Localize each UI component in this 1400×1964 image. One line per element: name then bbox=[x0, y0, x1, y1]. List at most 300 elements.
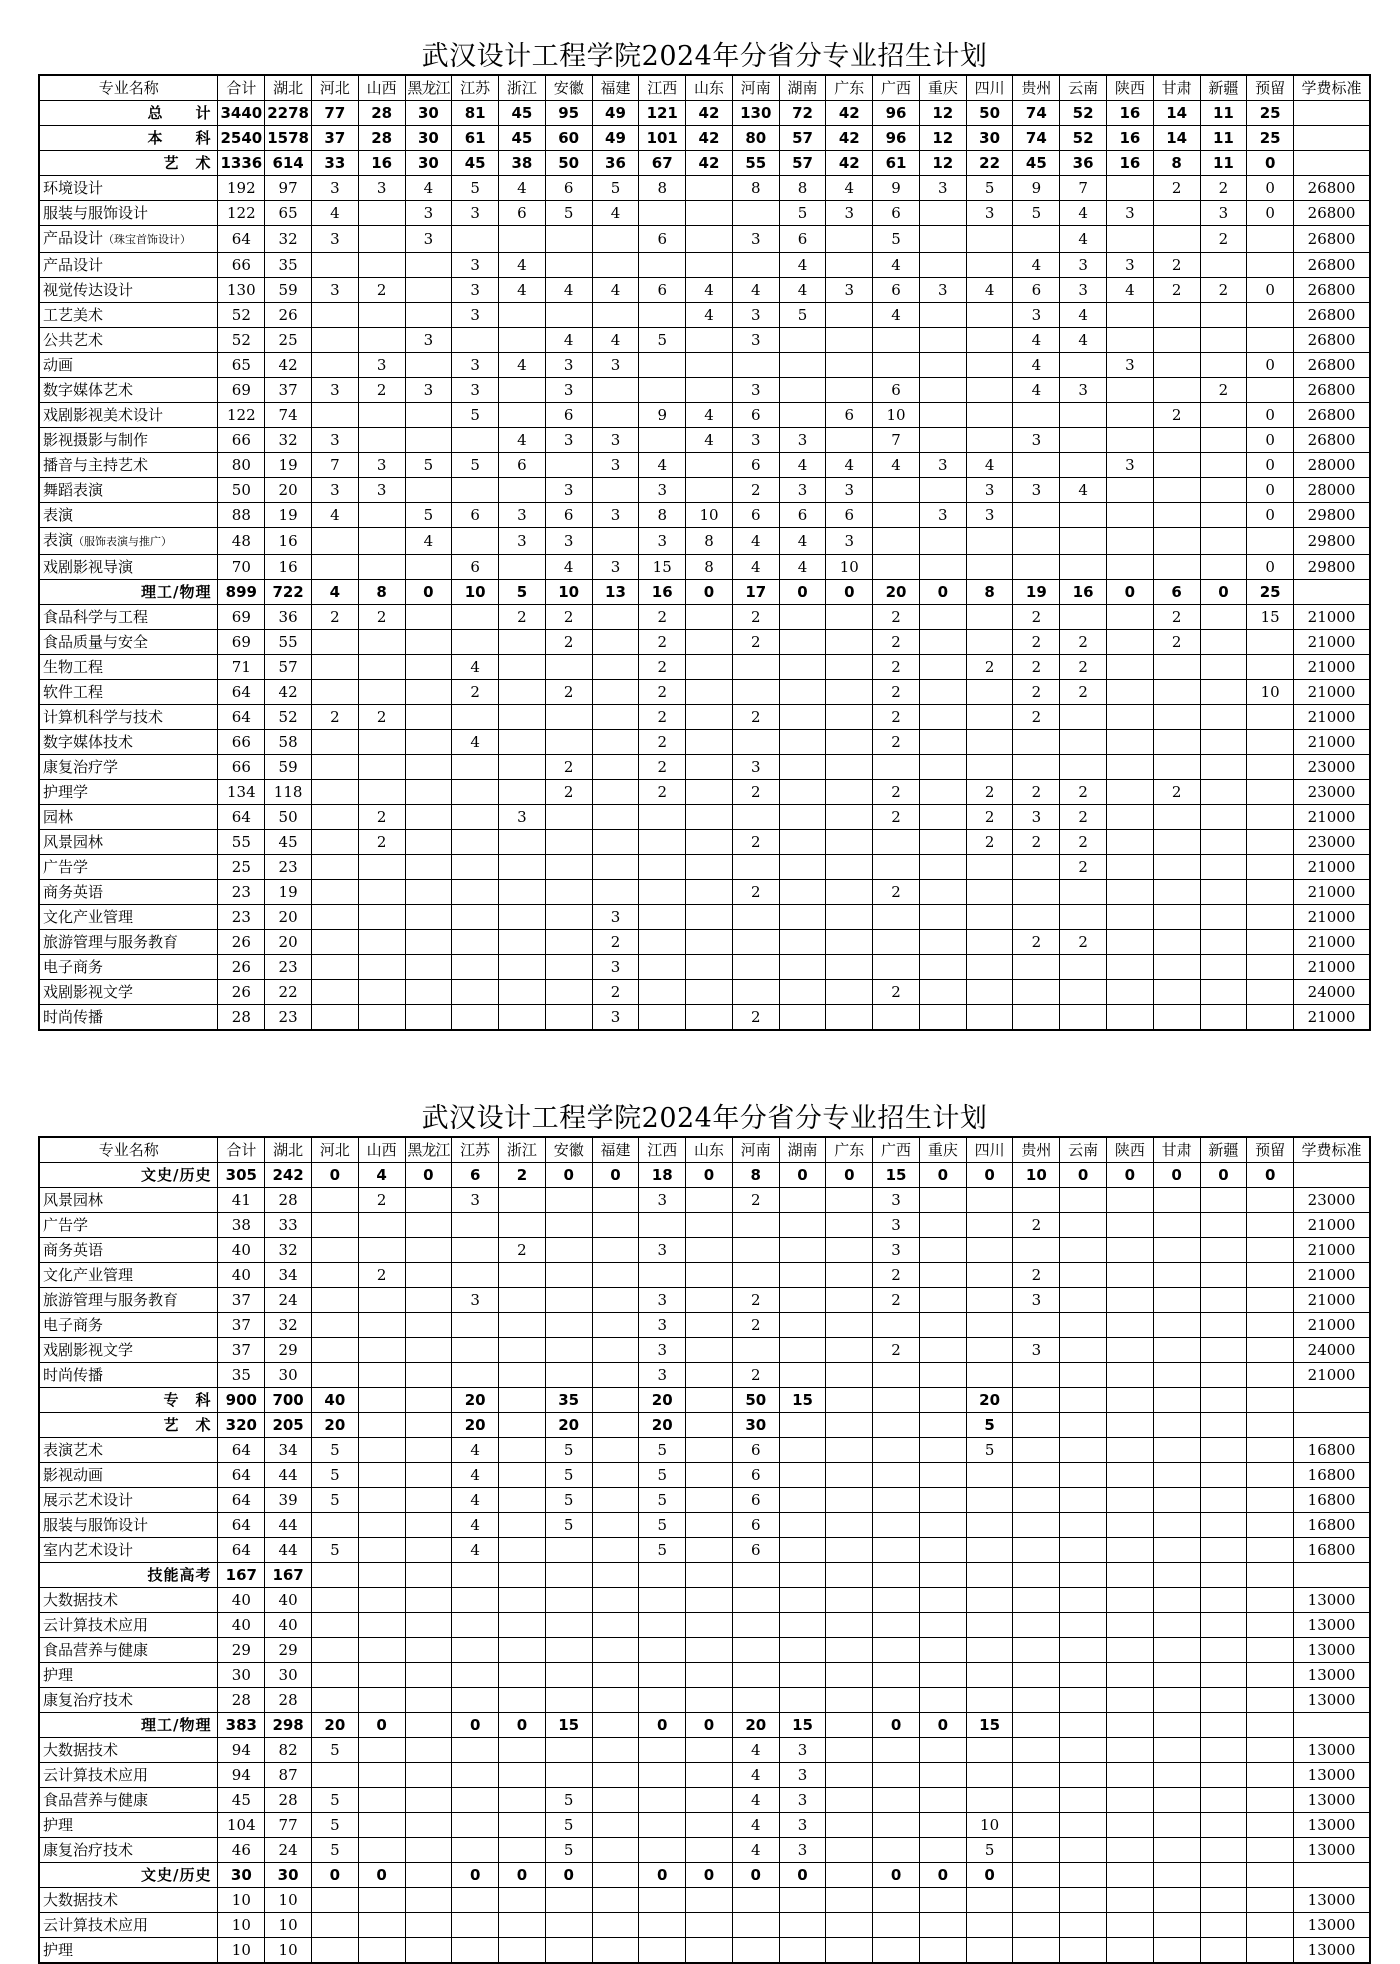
quota-cell: 614 bbox=[265, 151, 312, 176]
quota-cell: 32 bbox=[265, 1313, 312, 1338]
quota-cell bbox=[732, 1913, 779, 1938]
quota-cell: 20 bbox=[452, 1388, 499, 1413]
quota-cell: 4 bbox=[686, 428, 733, 453]
quota-cell bbox=[966, 680, 1013, 705]
quota-cell bbox=[1200, 528, 1247, 555]
quota-cell bbox=[779, 1513, 826, 1538]
major-name-cell bbox=[39, 1838, 218, 1863]
quota-cell bbox=[311, 253, 358, 278]
quota-cell bbox=[405, 730, 452, 755]
quota-cell bbox=[499, 780, 546, 805]
quota-cell: 2 bbox=[732, 1313, 779, 1338]
quota-cell bbox=[1107, 655, 1154, 680]
quota-cell bbox=[545, 955, 592, 980]
quota-cell bbox=[1200, 453, 1247, 478]
quota-cell: 10 bbox=[826, 555, 873, 580]
quota-cell bbox=[919, 478, 966, 503]
major-name: 表演艺术 bbox=[43, 1441, 104, 1459]
quota-cell bbox=[1153, 1338, 1200, 1363]
quota-cell bbox=[732, 1688, 779, 1713]
quota-cell: 3 bbox=[639, 1238, 686, 1263]
quota-cell: 10 bbox=[545, 580, 592, 605]
major-name: 风景园林 bbox=[43, 833, 104, 851]
quota-cell bbox=[1200, 1613, 1247, 1638]
quota-cell: 52 bbox=[218, 303, 265, 328]
quota-cell: 25 bbox=[1247, 101, 1294, 126]
table-row bbox=[39, 1463, 1370, 1488]
quota-cell: 4 bbox=[452, 730, 499, 755]
quota-cell bbox=[1200, 1863, 1247, 1888]
quota-cell bbox=[499, 1688, 546, 1713]
major-name-cell bbox=[39, 1563, 218, 1588]
quota-cell: 49 bbox=[592, 126, 639, 151]
tuition-cell: 26800 bbox=[1294, 403, 1370, 428]
quota-cell bbox=[1247, 1863, 1294, 1888]
quota-cell: 2 bbox=[358, 605, 405, 630]
quota-cell: 4 bbox=[826, 453, 873, 478]
quota-cell bbox=[358, 1413, 405, 1438]
major-name-cell bbox=[39, 478, 218, 503]
tuition-cell: 13000 bbox=[1294, 1838, 1370, 1863]
quota-cell: 45 bbox=[499, 101, 546, 126]
quota-cell bbox=[1247, 1838, 1294, 1863]
quota-cell: 4 bbox=[1013, 253, 1060, 278]
quota-cell bbox=[873, 1638, 920, 1663]
quota-cell: 0 bbox=[1247, 453, 1294, 478]
quota-cell bbox=[779, 1663, 826, 1688]
quota-cell bbox=[686, 830, 733, 855]
quota-cell bbox=[1200, 1738, 1247, 1763]
quota-cell bbox=[1107, 176, 1154, 201]
quota-cell bbox=[732, 1338, 779, 1363]
quota-cell bbox=[452, 428, 499, 453]
quota-cell: 101 bbox=[639, 126, 686, 151]
quota-cell bbox=[639, 880, 686, 905]
quota-cell: 3 bbox=[545, 428, 592, 453]
quota-cell: 26 bbox=[218, 980, 265, 1005]
quota-cell bbox=[499, 1938, 546, 1964]
quota-cell: 16 bbox=[1107, 126, 1154, 151]
quota-cell bbox=[311, 1188, 358, 1213]
quota-cell bbox=[919, 955, 966, 980]
quota-cell bbox=[1247, 780, 1294, 805]
quota-cell bbox=[405, 830, 452, 855]
quota-cell bbox=[779, 680, 826, 705]
major-name-cell bbox=[39, 1005, 218, 1031]
quota-cell bbox=[1153, 1813, 1200, 1838]
quota-cell bbox=[919, 1388, 966, 1413]
quota-cell bbox=[358, 1813, 405, 1838]
quota-cell bbox=[919, 1588, 966, 1613]
quota-cell: 5 bbox=[639, 1538, 686, 1563]
major-name: 表演 bbox=[43, 506, 74, 524]
quota-cell bbox=[1013, 1588, 1060, 1613]
quota-cell bbox=[919, 378, 966, 403]
quota-cell: 2 bbox=[1013, 705, 1060, 730]
quota-cell bbox=[686, 1663, 733, 1688]
quota-cell bbox=[452, 1738, 499, 1763]
quota-cell bbox=[311, 353, 358, 378]
quota-cell bbox=[779, 1488, 826, 1513]
quota-cell bbox=[919, 1363, 966, 1388]
quota-cell bbox=[1200, 253, 1247, 278]
quota-cell bbox=[592, 730, 639, 755]
quota-cell: 26 bbox=[218, 955, 265, 980]
quota-cell: 12 bbox=[919, 101, 966, 126]
quota-cell: 50 bbox=[545, 151, 592, 176]
tuition-cell: 29800 bbox=[1294, 528, 1370, 555]
quota-cell bbox=[405, 705, 452, 730]
major-name-cell bbox=[39, 1938, 218, 1964]
quota-cell bbox=[1060, 1588, 1107, 1613]
column-header: 新疆 bbox=[1200, 1137, 1247, 1163]
quota-cell: 42 bbox=[686, 101, 733, 126]
table-row bbox=[39, 1488, 1370, 1513]
quota-cell bbox=[1247, 630, 1294, 655]
major-name-cell bbox=[39, 1163, 218, 1188]
quota-cell: 3 bbox=[452, 303, 499, 328]
quota-cell: 3 bbox=[358, 353, 405, 378]
quota-cell: 2 bbox=[1013, 655, 1060, 680]
table-row bbox=[39, 176, 1370, 201]
quota-cell: 2 bbox=[592, 930, 639, 955]
table-row bbox=[39, 253, 1370, 278]
quota-cell bbox=[966, 1763, 1013, 1788]
quota-cell: 3 bbox=[592, 555, 639, 580]
quota-cell: 3 bbox=[1013, 805, 1060, 830]
quota-cell bbox=[1013, 1863, 1060, 1888]
quota-cell: 25 bbox=[1247, 126, 1294, 151]
quota-cell bbox=[779, 1938, 826, 1964]
quota-cell bbox=[919, 755, 966, 780]
quota-cell bbox=[1107, 930, 1154, 955]
table-row bbox=[39, 1813, 1370, 1838]
quota-cell: 3 bbox=[592, 955, 639, 980]
quota-cell bbox=[919, 630, 966, 655]
quota-cell: 4 bbox=[966, 453, 1013, 478]
quota-cell: 19 bbox=[1013, 580, 1060, 605]
tuition-cell bbox=[1294, 1713, 1370, 1738]
tuition-cell: 13000 bbox=[1294, 1613, 1370, 1638]
quota-cell: 6 bbox=[639, 226, 686, 253]
quota-cell: 6 bbox=[732, 403, 779, 428]
quota-cell: 8 bbox=[732, 176, 779, 201]
quota-cell: 3 bbox=[452, 353, 499, 378]
quota-cell bbox=[311, 303, 358, 328]
quota-cell bbox=[966, 855, 1013, 880]
quota-cell: 4 bbox=[499, 253, 546, 278]
table-row bbox=[39, 353, 1370, 378]
tuition-cell: 26800 bbox=[1294, 226, 1370, 253]
quota-cell bbox=[358, 1288, 405, 1313]
quota-cell bbox=[966, 528, 1013, 555]
quota-cell bbox=[1247, 730, 1294, 755]
quota-cell bbox=[499, 1738, 546, 1763]
quota-cell bbox=[358, 655, 405, 680]
quota-cell: 3 bbox=[732, 226, 779, 253]
quota-cell: 700 bbox=[265, 1388, 312, 1413]
quota-cell: 30 bbox=[218, 1863, 265, 1888]
major-name: 戏剧影视文学 bbox=[43, 983, 134, 1001]
quota-cell: 40 bbox=[218, 1588, 265, 1613]
quota-cell bbox=[966, 630, 1013, 655]
quota-cell bbox=[592, 1563, 639, 1588]
table-row bbox=[39, 1338, 1370, 1363]
quota-cell bbox=[452, 1213, 499, 1238]
quota-cell bbox=[639, 830, 686, 855]
quota-cell bbox=[1200, 1563, 1247, 1588]
major-name-cell bbox=[39, 930, 218, 955]
subtotal-row bbox=[39, 1863, 1370, 1888]
quota-cell: 37 bbox=[218, 1313, 265, 1338]
quota-cell: 52 bbox=[1060, 101, 1107, 126]
quota-cell bbox=[311, 328, 358, 353]
quota-cell: 5 bbox=[545, 1438, 592, 1463]
quota-cell: 10 bbox=[265, 1913, 312, 1938]
quota-cell bbox=[873, 1538, 920, 1563]
quota-cell bbox=[1107, 303, 1154, 328]
quota-cell bbox=[686, 1613, 733, 1638]
quota-cell bbox=[311, 805, 358, 830]
quota-cell bbox=[966, 1563, 1013, 1588]
quota-cell bbox=[873, 1738, 920, 1763]
quota-cell bbox=[1247, 1913, 1294, 1938]
major-name: 风景园林 bbox=[43, 1191, 104, 1209]
quota-cell: 58 bbox=[265, 730, 312, 755]
quota-cell bbox=[358, 1788, 405, 1813]
quota-cell bbox=[686, 176, 733, 201]
quota-cell: 4 bbox=[592, 278, 639, 303]
quota-cell bbox=[873, 1763, 920, 1788]
quota-cell bbox=[592, 755, 639, 780]
quota-cell bbox=[826, 328, 873, 353]
major-name-cell bbox=[39, 1738, 218, 1763]
quota-cell bbox=[966, 1488, 1013, 1513]
quota-cell bbox=[545, 1263, 592, 1288]
quota-cell bbox=[545, 830, 592, 855]
quota-cell bbox=[1013, 1563, 1060, 1588]
quota-cell bbox=[1060, 1363, 1107, 1388]
tuition-cell: 26800 bbox=[1294, 428, 1370, 453]
quota-cell: 0 bbox=[686, 1163, 733, 1188]
quota-cell bbox=[1060, 1663, 1107, 1688]
quota-cell bbox=[732, 1888, 779, 1913]
quota-cell bbox=[358, 1913, 405, 1938]
quota-cell: 6 bbox=[499, 201, 546, 226]
quota-cell bbox=[732, 905, 779, 930]
column-header: 山西 bbox=[358, 1137, 405, 1163]
quota-cell: 3 bbox=[1013, 428, 1060, 453]
tuition-cell: 26800 bbox=[1294, 328, 1370, 353]
quota-cell bbox=[779, 1563, 826, 1588]
quota-cell: 722 bbox=[265, 580, 312, 605]
quota-cell: 2 bbox=[499, 1163, 546, 1188]
quota-cell bbox=[826, 428, 873, 453]
major-name: 展示艺术设计 bbox=[43, 1491, 134, 1509]
quota-cell bbox=[545, 453, 592, 478]
tuition-cell: 23000 bbox=[1294, 755, 1370, 780]
quota-cell bbox=[732, 930, 779, 955]
tuition-cell: 26800 bbox=[1294, 303, 1370, 328]
major-name-cell bbox=[39, 1788, 218, 1813]
quota-cell: 2 bbox=[1153, 253, 1200, 278]
quota-cell bbox=[1153, 1663, 1200, 1688]
quota-cell: 4 bbox=[732, 1788, 779, 1813]
quota-cell: 5 bbox=[966, 1438, 1013, 1463]
quota-cell: 2278 bbox=[265, 101, 312, 126]
quota-cell bbox=[358, 1388, 405, 1413]
quota-cell bbox=[1060, 1313, 1107, 1338]
major-name: 服装与服饰设计 bbox=[43, 204, 149, 222]
quota-cell bbox=[686, 905, 733, 930]
table-row bbox=[39, 1888, 1370, 1913]
quota-cell bbox=[499, 1513, 546, 1538]
table-row bbox=[39, 378, 1370, 403]
quota-cell bbox=[1060, 1763, 1107, 1788]
quota-cell: 0 bbox=[639, 1713, 686, 1738]
quota-cell: 0 bbox=[873, 1713, 920, 1738]
quota-cell: 57 bbox=[265, 655, 312, 680]
table-row bbox=[39, 1538, 1370, 1563]
quota-cell bbox=[1153, 1513, 1200, 1538]
major-name-cell bbox=[39, 730, 218, 755]
quota-cell: 6 bbox=[452, 1163, 499, 1188]
quota-cell bbox=[1247, 1588, 1294, 1613]
quota-cell bbox=[1247, 378, 1294, 403]
quota-cell bbox=[499, 655, 546, 680]
quota-cell bbox=[1247, 1938, 1294, 1964]
quota-cell bbox=[1107, 1363, 1154, 1388]
quota-cell: 94 bbox=[218, 1738, 265, 1763]
quota-cell bbox=[1247, 1413, 1294, 1438]
quota-cell: 320 bbox=[218, 1413, 265, 1438]
quota-cell: 4 bbox=[779, 278, 826, 303]
quota-cell bbox=[1107, 880, 1154, 905]
quota-cell bbox=[1200, 303, 1247, 328]
quota-cell bbox=[779, 403, 826, 428]
quota-cell: 50 bbox=[732, 1388, 779, 1413]
quota-cell: 74 bbox=[1013, 101, 1060, 126]
quota-cell bbox=[1107, 555, 1154, 580]
quota-cell: 5 bbox=[966, 1838, 1013, 1863]
major-name-cell bbox=[39, 453, 218, 478]
quota-cell: 34 bbox=[265, 1438, 312, 1463]
quota-cell bbox=[1153, 1788, 1200, 1813]
quota-cell bbox=[919, 528, 966, 555]
quota-cell: 20 bbox=[639, 1413, 686, 1438]
major-name: 旅游管理与服务教育 bbox=[43, 1291, 179, 1309]
column-header: 江苏 bbox=[452, 75, 499, 101]
quota-cell bbox=[826, 1588, 873, 1613]
quota-cell: 23 bbox=[218, 880, 265, 905]
table-row bbox=[39, 730, 1370, 755]
quota-cell bbox=[826, 905, 873, 930]
quota-cell bbox=[1200, 503, 1247, 528]
quota-cell: 38 bbox=[218, 1213, 265, 1238]
quota-cell bbox=[1200, 1213, 1247, 1238]
quota-cell: 42 bbox=[265, 353, 312, 378]
quota-cell bbox=[405, 1263, 452, 1288]
quota-cell bbox=[1153, 428, 1200, 453]
quota-cell bbox=[358, 955, 405, 980]
quota-cell bbox=[592, 1763, 639, 1788]
quota-cell: 2 bbox=[873, 730, 920, 755]
quota-cell: 5 bbox=[966, 1413, 1013, 1438]
quota-cell: 20 bbox=[452, 1413, 499, 1438]
quota-cell bbox=[405, 303, 452, 328]
quota-cell bbox=[639, 930, 686, 955]
quota-cell: 3 bbox=[452, 378, 499, 403]
quota-cell bbox=[1153, 1413, 1200, 1438]
quota-cell: 5 bbox=[639, 1438, 686, 1463]
quota-cell bbox=[919, 428, 966, 453]
quota-cell: 12 bbox=[919, 151, 966, 176]
quota-cell: 8 bbox=[686, 555, 733, 580]
quota-cell bbox=[1153, 930, 1200, 955]
quota-cell: 29 bbox=[218, 1638, 265, 1663]
column-header: 山西 bbox=[358, 75, 405, 101]
quota-cell bbox=[1013, 1838, 1060, 1863]
quota-cell: 25 bbox=[1247, 580, 1294, 605]
quota-cell bbox=[452, 1638, 499, 1663]
quota-cell: 4 bbox=[499, 176, 546, 201]
quota-cell: 3 bbox=[639, 1188, 686, 1213]
quota-cell: 3 bbox=[1013, 303, 1060, 328]
quota-cell: 899 bbox=[218, 580, 265, 605]
quota-cell: 6 bbox=[499, 453, 546, 478]
column-header: 安徽 bbox=[545, 1137, 592, 1163]
quota-cell bbox=[1060, 1713, 1107, 1738]
subtotal-row bbox=[39, 1163, 1370, 1188]
quota-cell bbox=[1060, 1413, 1107, 1438]
quota-cell bbox=[311, 1938, 358, 1964]
tuition-cell: 26800 bbox=[1294, 378, 1370, 403]
quota-cell bbox=[639, 855, 686, 880]
quota-cell bbox=[779, 1913, 826, 1938]
quota-cell bbox=[1247, 1313, 1294, 1338]
table-row bbox=[39, 1288, 1370, 1313]
quota-cell bbox=[919, 1413, 966, 1438]
quota-cell bbox=[1247, 1563, 1294, 1588]
quota-cell: 118 bbox=[265, 780, 312, 805]
quota-cell bbox=[1247, 1538, 1294, 1563]
quota-cell bbox=[1153, 226, 1200, 253]
quota-cell: 2 bbox=[1013, 605, 1060, 630]
quota-cell: 20 bbox=[311, 1713, 358, 1738]
quota-cell bbox=[732, 980, 779, 1005]
quota-cell bbox=[966, 730, 1013, 755]
quota-cell bbox=[826, 605, 873, 630]
major-name: 食品营养与健康 bbox=[43, 1791, 149, 1809]
quota-cell bbox=[732, 1663, 779, 1688]
quota-cell: 59 bbox=[265, 755, 312, 780]
quota-cell: 5 bbox=[311, 1488, 358, 1513]
quota-cell: 134 bbox=[218, 780, 265, 805]
quota-cell bbox=[545, 1688, 592, 1713]
quota-cell bbox=[779, 1413, 826, 1438]
quota-cell bbox=[452, 1263, 499, 1288]
quota-cell: 0 bbox=[919, 1863, 966, 1888]
quota-cell: 2 bbox=[966, 655, 1013, 680]
quota-cell bbox=[686, 1538, 733, 1563]
quota-cell: 242 bbox=[265, 1163, 312, 1188]
quota-cell: 0 bbox=[686, 1863, 733, 1888]
quota-cell bbox=[779, 1463, 826, 1488]
quota-cell: 69 bbox=[218, 605, 265, 630]
quota-cell bbox=[1200, 730, 1247, 755]
quota-cell bbox=[452, 855, 499, 880]
quota-cell: 1578 bbox=[265, 126, 312, 151]
